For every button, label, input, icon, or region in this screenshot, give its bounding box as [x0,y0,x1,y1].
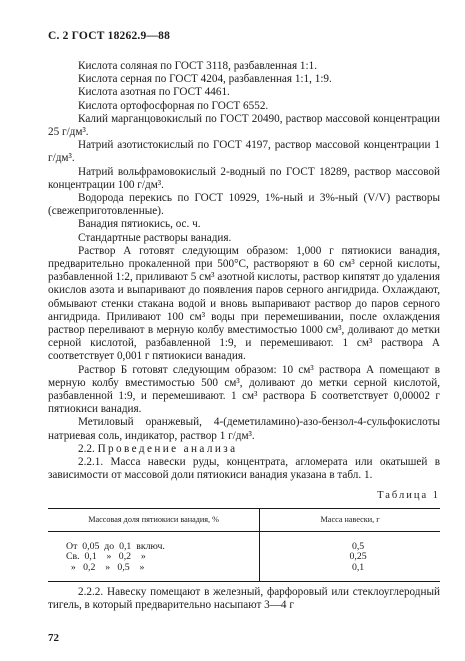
table-cell-mass: 0,1 [260,563,440,582]
solution-a-paragraph: Раствор А готовят следующим образом: 1,000 г пятиокиси ванадия, предварительно прокаленной при 500°С, растворяют в 60 см³ серной кислоты, разбавленной 1:2, приливают 5 см³ азотной кислоты, раствор кипятят до удаления окислов азота и выпаривают до появления паров серного ангидрида. Охлаждают, обмывают стенки стакана водой и вновь выпаривают раствор до паров серного ангидрида. Приливают 100 см³ воды при перемешивании, после охлаждения раствор переливают в мерную колбу вместимостью 1000 см³, доливают до метки серной кислотой, разбавленной 1:9, и перемешивают. 1 см³ раствора А соответствует 0,001 г пятиокиси ванадия. [48,244,440,363]
section-heading [48,443,440,456]
reagent-line: Водорода перекись по ГОСТ 10929, 1%-ный и 3%-ный (V/V) растворы (свежеприготовленные). [48,192,440,218]
table-cell-fraction: Св. 0,1 » 0,2 » [48,552,260,563]
reagent-line: Кислота азотная по ГОСТ 4461. [78,86,230,99]
paragraph-2-2-2: 2.2.2. Навеску помещают в железный, фарфоровый или стеклоуглеродный тигель, в который предварительно насыпают 3—4 г [48,586,440,612]
page-number: 72 [48,632,59,644]
reagent-line: Натрий вольфрамовокислый 2-водный по ГОСТ 18289, раствор массовой концентрации 100 г/дм³. [48,165,440,191]
table-row [48,531,440,552]
table-cell-fraction: » 0,2 » 0,5 » [48,563,260,582]
reagent-line: Калий марганцовокислый по ГОСТ 20490, раствор массовой концентрации 25 г/дм³. [48,112,440,139]
mass-table [48,508,440,583]
document-body [48,60,440,613]
reagent-line: Натрий азотистокислый по ГОСТ 4197, раствор массовой концентрации 1 г/дм³. [48,139,440,165]
reagent-line: Кислота соляная по ГОСТ 3118, разбавленная 1:1. [78,60,317,72]
section-title: Проведение анализа [97,442,238,455]
table-row [48,563,440,582]
reagent-line: Кислота серная по ГОСТ 4204, разбавленная 1:1, 1:9. [78,73,332,86]
reagent-line: Стандартные растворы ванадия. [78,231,232,244]
page-header: С. 2 ГОСТ 18262.9—88 [48,30,171,42]
table-title: Таблица 1 [377,489,440,501]
table-cell-fraction: От 0,05 до 0,1 включ. [48,531,260,552]
paragraph-2-2-1: 2.2.1. Масса навески руды, концентрата, агломерата или окатышей в зависимости от массовой доли пятиокиси ванадия указана в табл. 1. [48,456,440,482]
reagent-line: Ванадия пятиокись, ос. ч. [78,218,201,231]
indicator-paragraph: Метиловый оранжевый, 4-(деметиламино)-азо-бензол-4-сульфокислоты натриевая соль, индикатор, раствор 1 г/дм³. [48,416,440,442]
table-header-sample-mass: Масса навески, г [260,508,440,531]
table-cell-mass: 0,5 [351,540,365,552]
table-cell-mass: 0,25 [349,551,367,563]
reagent-line: Кислота ортофосфорная по ГОСТ 6552. [78,99,269,112]
section-number: 2.2. [78,442,95,455]
table-header-mass-fraction: Массовая доля пятиокиси ванадия, % [48,508,260,531]
solution-b-paragraph: Раствор Б готовят следующим образом: 10 см³ раствора А помещают в мерную колбу вместимостью 500 см³, доливают до метки серной кислотой, разбавленной 1:9, и перемешивают. 1 см³ раствора Б соответствует 0,00002 г пятиокиси ванадия. [48,363,440,416]
